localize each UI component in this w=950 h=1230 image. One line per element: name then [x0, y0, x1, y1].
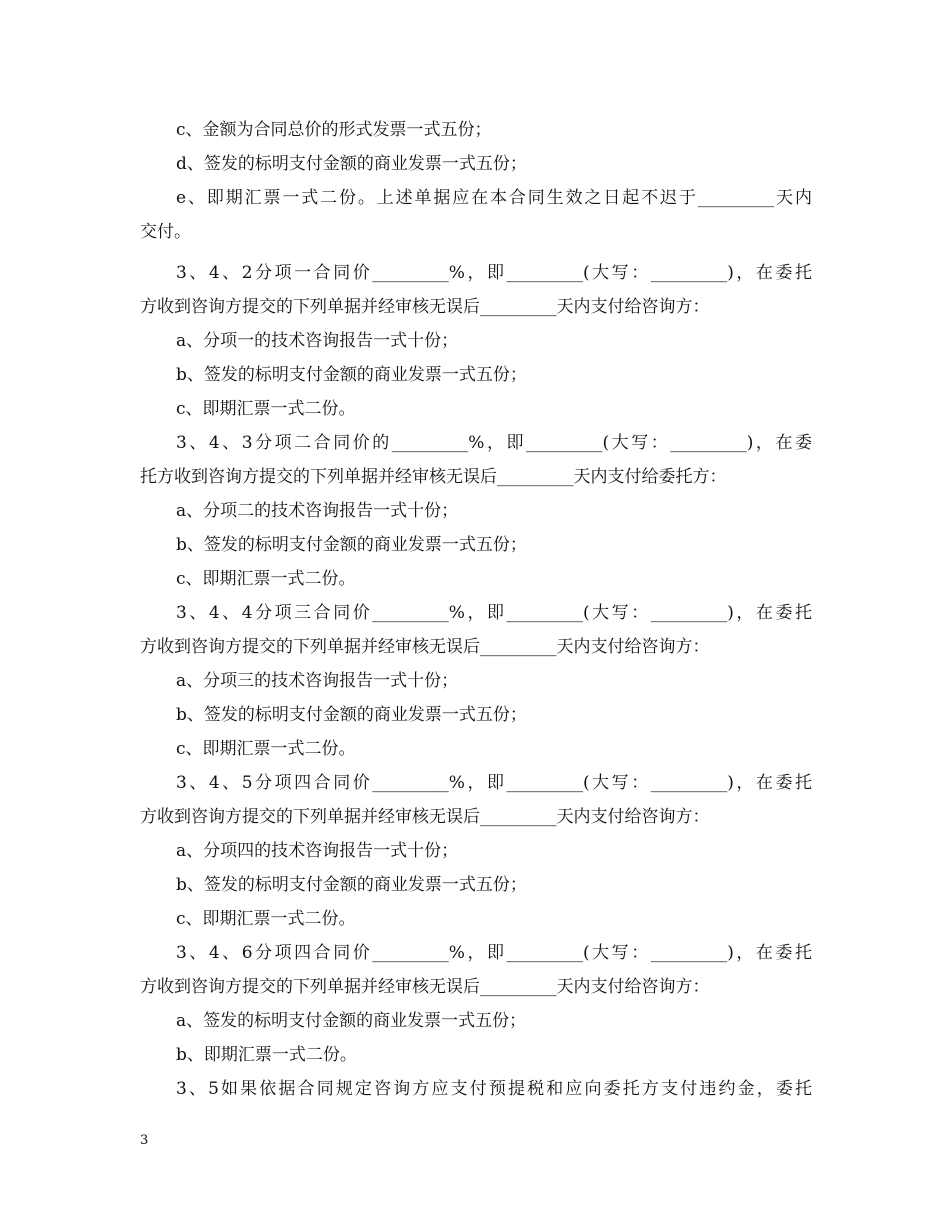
list-item: c、即期汇票一式二份。: [176, 569, 356, 589]
list-item: b、即期汇票一式二份。: [176, 1045, 357, 1065]
page-number: 3: [140, 1133, 149, 1148]
list-item: a、分项四的技术咨询报告一式十份；: [176, 841, 459, 861]
clause-3-4-4: 3、4、4分项三合同价_________%，即_________(大写：_________)，在委托: [176, 603, 812, 623]
item-c-pro-forma-invoice: c、金额为合同总价的形式发票一式五份；: [176, 120, 492, 140]
clause-3-4-5: 3、4、5分项四合同价_________%，即_________(大写：_________)，在委托: [176, 773, 812, 793]
list-item: b、签发的标明支付金额的商业发票一式五份；: [176, 875, 527, 895]
list-item: c、即期汇票一式二份。: [176, 909, 356, 929]
clause-3-4-4-continuation: 方收到咨询方提交的下列单据并经审核无误后_________天内支付给咨询方：: [140, 637, 710, 657]
clause-3-4-2-continuation: 方收到咨询方提交的下列单据并经审核无误后_________天内支付给咨询方：: [140, 297, 710, 317]
list-item: b、签发的标明支付金额的商业发票一式五份；: [176, 705, 527, 725]
list-item: a、签发的标明支付金额的商业发票一式五份；: [176, 1011, 527, 1031]
clause-3-4-3-continuation: 托方收到咨询方提交的下列单据并经审核无误后_________天内支付给委托方：: [140, 467, 727, 487]
list-item: b、签发的标明支付金额的商业发票一式五份；: [176, 535, 527, 555]
clause-3-4-6-continuation: 方收到咨询方提交的下列单据并经审核无误后_________天内支付给咨询方：: [140, 977, 710, 997]
list-item: b、签发的标明支付金额的商业发票一式五份；: [176, 365, 527, 385]
list-item: c、即期汇票一式二份。: [176, 739, 356, 759]
list-item: a、分项三的技术咨询报告一式十份；: [176, 671, 459, 691]
item-e-sight-draft: e、即期汇票一式二份。上述单据应在本合同生效之日起不迟于_________天内: [176, 188, 812, 208]
clause-3-4-6: 3、4、6分项四合同价_________%，即_________(大写：_________)，在委托: [176, 943, 812, 963]
clause-3-4-2: 3、4、2分项一合同价_________%，即_________(大写：_________)，在委托: [176, 263, 812, 283]
list-item: a、分项二的技术咨询报告一式十份；: [176, 501, 459, 521]
clause-3-4-3: 3、4、3分项二合同价的_________%，即_________(大写：_________)，在委: [176, 433, 812, 453]
item-d-commercial-invoice: d、签发的标明支付金额的商业发票一式五份；: [176, 154, 527, 174]
list-item: c、即期汇票一式二份。: [176, 399, 356, 419]
clause-3-4-5-continuation: 方收到咨询方提交的下列单据并经审核无误后_________天内支付给咨询方：: [140, 807, 710, 827]
clause-3-5: 3、5如果依据合同规定咨询方应支付预提税和应向委托方支付违约金，委托: [176, 1079, 812, 1099]
paragraph-continuation: 交付。: [140, 222, 191, 242]
list-item: a、分项一的技术咨询报告一式十份；: [176, 331, 459, 351]
